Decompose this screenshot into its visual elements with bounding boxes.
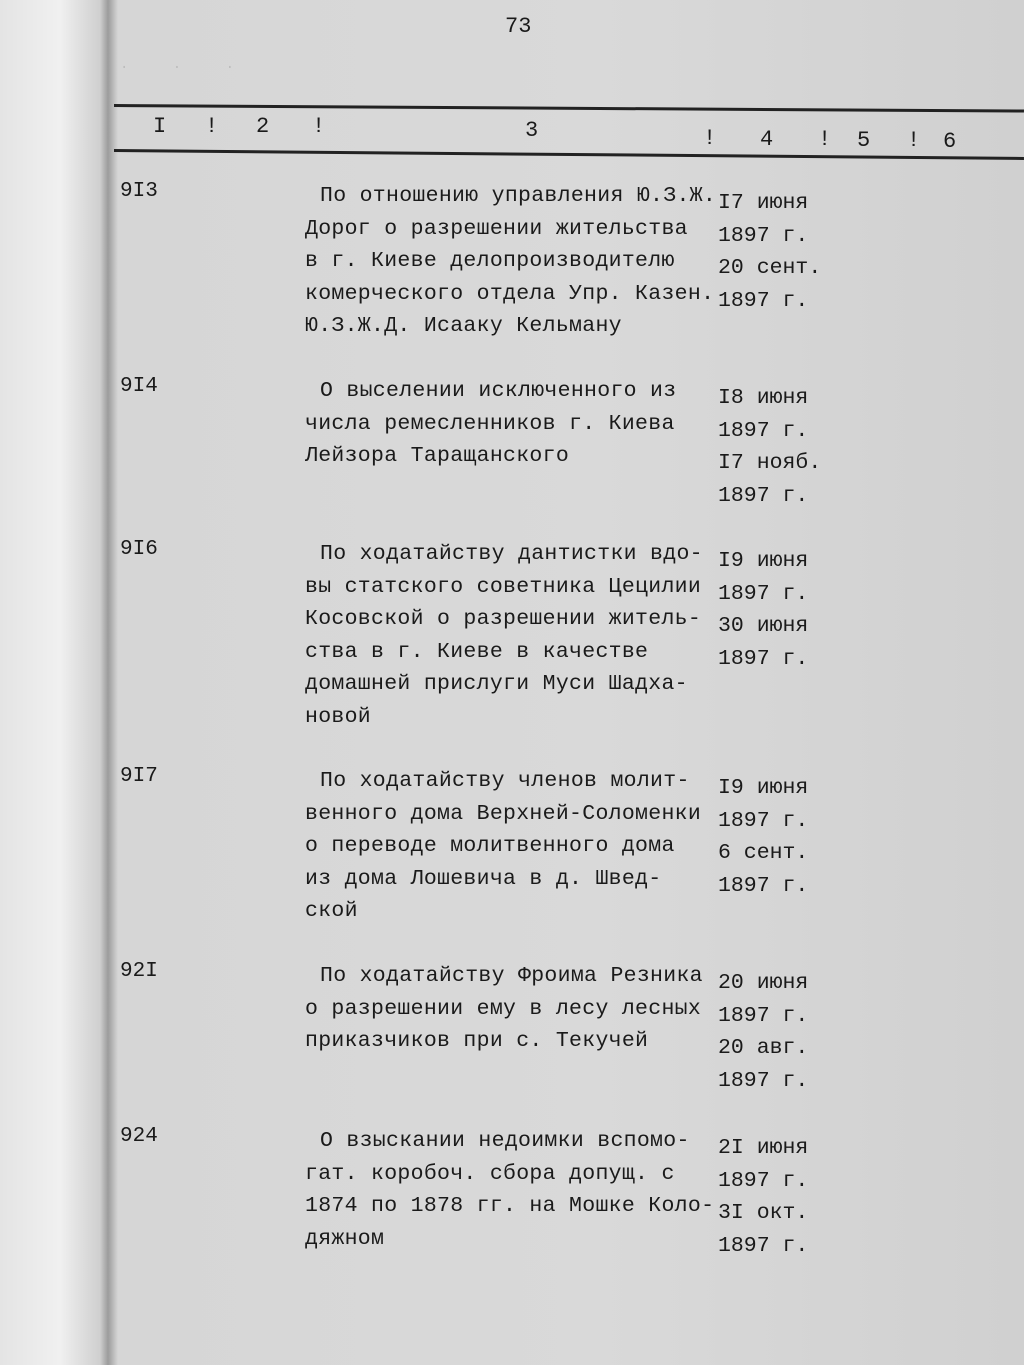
entry-number: 9I4: [120, 375, 158, 398]
description-line: новой: [305, 704, 372, 729]
description-line: По ходатайству членов молит-: [320, 769, 690, 793]
entry-dates: [718, 545, 808, 675]
entry-dates: [718, 382, 821, 512]
description-line: домашней прислуги Муси Шадха-: [305, 672, 688, 696]
date-line: 3I окт.: [718, 1201, 809, 1225]
date-line: 1897 г.: [718, 223, 809, 248]
col-6-header: 6: [943, 129, 957, 154]
entry-dates: [718, 967, 808, 1097]
description-line: Дорог о разрешении жительства: [305, 216, 688, 241]
description-line: в г. Киеве делопроизводителю: [305, 249, 675, 273]
description-line: 1874 по 1878 гг. на Мошке Коло-: [305, 1194, 715, 1218]
date-line: I7 нояб.: [718, 451, 822, 475]
col-5-header: 5: [857, 128, 871, 153]
col-separator: !: [312, 114, 326, 139]
entry-description: [305, 960, 703, 1058]
description-line: Лейзора Таращанского: [305, 444, 570, 468]
date-line: I9 июня: [718, 549, 809, 573]
entry-number: 924: [120, 1125, 158, 1148]
entry-dates: [718, 772, 808, 902]
date-line: 1897 г.: [718, 808, 809, 833]
bleed-through-mark: · · ·: [120, 60, 253, 76]
description-line: О взыскании недоимки вспомо-: [320, 1129, 690, 1153]
description-line: Косовской о разрешении житель-: [305, 607, 702, 631]
page-number: 73: [505, 14, 532, 39]
entry-number: 9I7: [120, 765, 158, 788]
description-line: о переводе молитвенного дома: [305, 834, 675, 858]
date-line: I7 июня: [718, 191, 809, 215]
header-rule-top: [114, 104, 1024, 113]
date-line: 1897 г.: [718, 581, 809, 606]
date-line: 1897 г.: [718, 1068, 809, 1093]
description-line: вы статского советника Цецилии: [305, 574, 702, 599]
description-line: По ходатайству дантистки вдо-: [320, 542, 703, 566]
col-3-header: 3: [525, 118, 539, 143]
date-line: 20 июня: [718, 971, 809, 995]
description-line: числа ремесленников г. Киева: [305, 411, 675, 436]
description-line: из дома Лошевича в д. Швед-: [305, 866, 662, 891]
date-line: 20 сент.: [718, 256, 822, 280]
col-separator: !: [205, 114, 219, 139]
date-line: 1897 г.: [718, 646, 809, 671]
header-rule-bottom: [114, 149, 1024, 160]
entry-description: [305, 375, 676, 473]
entry-description: [305, 1125, 714, 1255]
date-line: I8 июня: [718, 386, 809, 410]
entry-dates: [718, 1132, 808, 1262]
col-separator: !: [703, 126, 717, 151]
date-line: 1897 г.: [718, 873, 809, 898]
entry-number: 92I: [120, 960, 158, 983]
description-line: По отношению управления Ю.З.Ж.: [320, 184, 717, 208]
date-line: I9 июня: [718, 776, 809, 800]
col-separator: !: [907, 128, 921, 153]
description-line: о разрешении ему в лесу лесных: [305, 996, 702, 1021]
description-line: О выселении исключенного из: [320, 379, 677, 403]
date-line: 2I июня: [718, 1136, 809, 1160]
date-line: 30 июня: [718, 614, 809, 638]
date-line: 1897 г.: [718, 418, 809, 443]
description-line: гат. коробоч. сбора допущ. с: [305, 1161, 675, 1186]
col-4-header: 4: [760, 127, 774, 152]
date-line: 1897 г.: [718, 483, 809, 508]
date-line: 20 авг.: [718, 1036, 809, 1060]
description-line: По ходатайству Фроима Резника: [320, 964, 703, 988]
entry-number: 9I6: [120, 538, 158, 561]
description-line: дяжном: [305, 1226, 385, 1251]
description-line: Ю.З.Ж.Д. Исааку Кельману: [305, 314, 622, 338]
description-line: приказчиков при с. Текучей: [305, 1029, 649, 1053]
date-line: 1897 г.: [718, 1003, 809, 1028]
description-line: ства в г. Киеве в качестве: [305, 639, 649, 664]
date-line: 1897 г.: [718, 1233, 809, 1258]
col-1-header: I: [153, 114, 167, 139]
entry-description: [305, 538, 703, 733]
entry-dates: [718, 187, 821, 317]
date-line: 1897 г.: [718, 288, 809, 313]
entry-description: [305, 180, 716, 343]
entry-number: 9I3: [120, 180, 158, 203]
date-line: 6 сент.: [718, 841, 809, 865]
description-line: венного дома Верхней-Соломенки: [305, 801, 702, 826]
date-line: 1897 г.: [718, 1168, 809, 1193]
col-2-header: 2: [256, 114, 270, 139]
entry-description: [305, 765, 701, 928]
description-line: комерческого отдела Упр. Казен.: [305, 281, 715, 306]
description-line: ской: [305, 899, 358, 923]
col-separator: !: [818, 127, 832, 152]
